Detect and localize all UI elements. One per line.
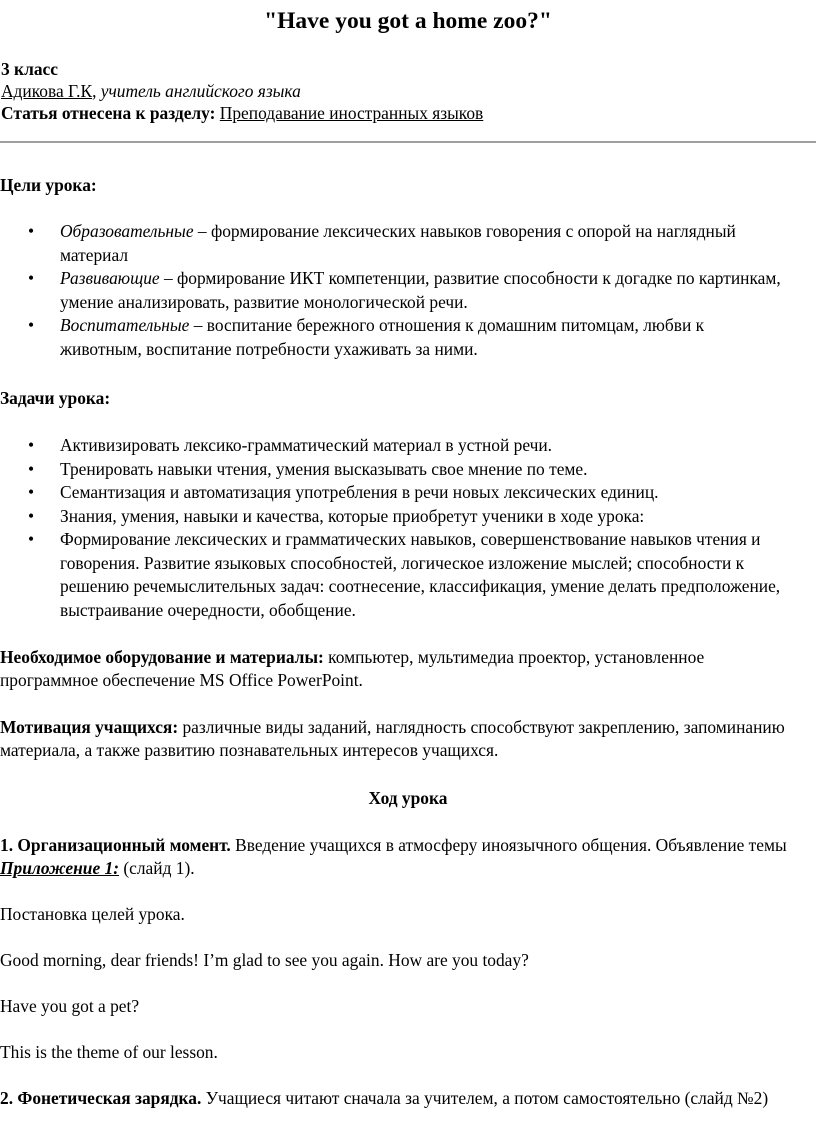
- motivation-label: Мотивация учащихся:: [0, 717, 179, 737]
- goals-heading: Цели урока:: [0, 175, 97, 195]
- equipment-paragraph: [0, 646, 740, 692]
- goal-text: – формирование лексических навыков говорения с опорой на наглядный материал: [60, 221, 736, 265]
- tasks-heading: Задачи урока:: [0, 388, 111, 408]
- step-1-label: 1. Организационный момент.: [0, 835, 231, 855]
- step-2-label: 2. Фонетическая зарядка.: [0, 1088, 202, 1108]
- paragraph: Good morning, dear friends! I’m glad to see you again. How are you today?: [0, 950, 529, 970]
- goal-term: Воспитательные: [60, 315, 190, 335]
- motivation-text: различные виды заданий, наглядность способствуют закреплению, запоминанию материала, а также развитию познавательных интересов учащихся.: [0, 717, 785, 760]
- step-2-paragraph: [0, 1087, 800, 1110]
- equipment-text: компьютер, мультимедиа проектор, установленное программное обеспечение MS Office PowerPoint.: [0, 647, 705, 690]
- author-link[interactable]: Адикова Г.К: [1, 81, 93, 101]
- divider: [0, 141, 816, 143]
- grade: 3 класс: [1, 59, 58, 79]
- list-item: [0, 314, 790, 361]
- author-line: [1, 80, 816, 102]
- list-item: [0, 267, 790, 314]
- author-separator: ,: [92, 81, 101, 101]
- list-item: • Семантизация и автоматизация употребления в речи новых лексических единиц.: [0, 481, 800, 505]
- author-role: учитель английского языка: [100, 81, 301, 101]
- paragraph: Have you got a pet?: [0, 996, 140, 1016]
- section-label: Статья отнесена к разделу:: [1, 103, 216, 123]
- article-meta: [0, 58, 816, 124]
- page-title: "Have you got a home zoo?": [264, 8, 552, 34]
- step-1-text: Введение учащихся в атмосферу иноязычного общения. Объявление темы: [230, 835, 787, 855]
- motivation-paragraph: [0, 716, 800, 762]
- list-item: • Знания, умения, навыки и качества, которые приобретут ученики в ходе урока:: [0, 505, 800, 529]
- section-link[interactable]: Преподавание иностранных языков: [219, 103, 484, 123]
- paragraph: This is the theme of our lesson.: [0, 1042, 218, 1062]
- tasks-list: [0, 434, 800, 622]
- step-1-after: (слайд 1).: [119, 858, 195, 878]
- section-line: [1, 102, 816, 124]
- appendix-link[interactable]: Приложение 1:: [0, 858, 120, 878]
- goal-term: Развивающие: [60, 268, 160, 288]
- list-item: • Тренировать навыки чтения, умения высказывать свое мнение по теме.: [0, 458, 800, 482]
- goals-list: [0, 220, 790, 361]
- goal-text: – формирование ИКТ компетенции, развитие способности к догадке по картинкам, умение анализировать, развитие монологической речи.: [60, 268, 781, 312]
- step-1-paragraph: [0, 834, 800, 880]
- list-item: [0, 220, 790, 267]
- step-2-text: Учащиеся читают сначала за учителем, а потом самостоятельно (слайд №2): [201, 1088, 769, 1108]
- paragraph: Постановка целей урока.: [0, 904, 185, 924]
- goal-text: – воспитание бережного отношения к домашним питомцам, любви к животным, воспитание потребности ухаживать за ними.: [60, 315, 705, 359]
- goal-term: Образовательные: [60, 221, 194, 241]
- equipment-label: Необходимое оборудование и материалы:: [0, 647, 324, 667]
- list-item: • Формирование лексических и грамматических навыков, совершенствование навыков чтения и говорения. Развитие языковых способностей, логическое изложение мыслей; способности к решению речемыслительных задач: соотнесение, классификация, умение делать предположение, выстраивание очередности, обобщение.: [0, 528, 800, 622]
- list-item: • Активизировать лексико-грамматический материал в устной речи.: [0, 434, 800, 458]
- lesson-heading: Ход урока: [368, 788, 448, 808]
